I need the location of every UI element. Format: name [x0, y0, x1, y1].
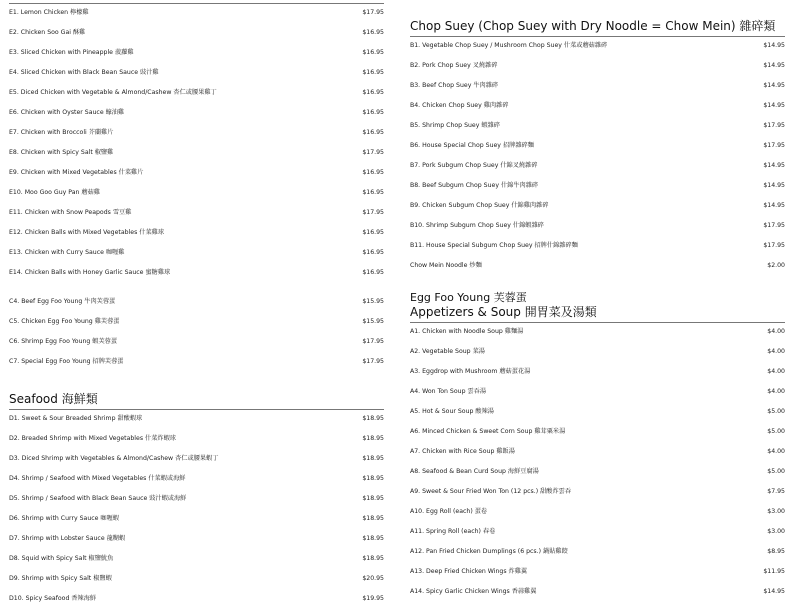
menu-item-price: $18.95 — [362, 495, 384, 502]
menu-item-name: D3. Diced Shrimp with Vegetables & Almond/Cashew 杏仁或腰果蝦丁 — [9, 455, 219, 462]
menu-item-price: $7.95 — [767, 488, 785, 495]
menu-item — [410, 159, 785, 173]
menu-item — [9, 552, 384, 566]
menu-item — [9, 335, 384, 349]
menu-item-price: $14.95 — [763, 162, 785, 169]
menu-item-name: B2. Pork Chop Suey 叉燒雜碎 — [410, 62, 498, 69]
menu-item-name: D9. Shrimp with Spicy Salt 椒鹽蝦 — [9, 575, 112, 582]
menu-item — [9, 106, 384, 120]
menu-item-price: $17.95 — [763, 242, 785, 249]
menu-item-price: $17.95 — [362, 9, 384, 16]
menu-item — [9, 512, 384, 526]
menu-item — [9, 452, 384, 466]
menu-item — [410, 365, 785, 379]
menu-item-name: A5. Hot & Sour Soup 酸辣湯 — [410, 408, 494, 415]
menu-item-name: A10. Egg Roll (each) 蛋卷 — [410, 508, 488, 515]
menu-item-price: $16.95 — [362, 49, 384, 56]
menu-item-price: $3.00 — [767, 508, 785, 515]
menu-item-name: B3. Beef Chop Suey 牛肉雜碎 — [410, 82, 499, 89]
menu-item-price: $16.95 — [362, 189, 384, 196]
menu-item-name: E11. Chicken with Snow Peapods 雪豆雞 — [9, 209, 132, 216]
menu-item — [410, 99, 785, 113]
menu-item-name: D2. Breaded Shrimp with Mixed Vegetables 什菜炸蝦球 — [9, 435, 176, 442]
menu-item-name: C6. Shrimp Egg Foo Young 蝦芙蓉蛋 — [9, 338, 118, 345]
menu-item-price: $18.95 — [362, 435, 384, 442]
menu-item-name: B7. Pork Subgum Chop Suey 什錦叉燒雜碎 — [410, 162, 538, 169]
menu-item-price: $14.95 — [763, 588, 785, 595]
menu-item-price: $14.95 — [763, 182, 785, 189]
menu-item-price: $16.95 — [362, 69, 384, 76]
menu-item — [410, 525, 785, 539]
menu-item — [410, 545, 785, 559]
menu-item — [9, 206, 384, 220]
menu-item-name: A1. Chicken with Noodle Soup 雞麵湯 — [410, 328, 524, 335]
menu-item — [410, 445, 785, 459]
menu-item-price: $4.00 — [767, 348, 785, 355]
menu-item — [9, 166, 384, 180]
menu-item-name: B10. Shrimp Subgum Chop Suey 什錦蝦雜碎 — [410, 222, 544, 229]
menu-item-name: A3. Eggdrop with Mushroom 蘑菇蛋花湯 — [410, 368, 531, 375]
menu-item-price: $18.95 — [362, 555, 384, 562]
menu-item-name: A11. Spring Roll (each) 春卷 — [410, 528, 496, 535]
menu-item-price: $18.95 — [362, 515, 384, 522]
menu-item — [410, 565, 785, 579]
menu-item-name: D7. Shrimp with Lobster Sauce 龍糊蝦 — [9, 535, 126, 542]
menu-item — [410, 199, 785, 213]
seafood-rule — [9, 409, 384, 410]
menu-item-name: A14. Spicy Garlic Chicken Wings 香蒜雞翼 — [410, 588, 537, 595]
menu-item-price: $18.95 — [362, 535, 384, 542]
menu-item-name: D8. Squid with Spicy Salt 椒鹽魷魚 — [9, 555, 114, 562]
appetizers-title: Appetizers & Soup 開胃菜及湯類 — [410, 305, 597, 319]
menu-item-price: $18.95 — [362, 415, 384, 422]
menu-item-name: E10. Moo Goo Guy Pan 蘑菇雞 — [9, 189, 100, 196]
menu-item-price: $17.95 — [362, 149, 384, 156]
menu-item-name: D5. Shrimp / Seafood with Black Bean Sauce 豉汁蝦或海鮮 — [9, 495, 187, 502]
menu-item — [410, 465, 785, 479]
seafood-title: Seafood 海鮮類 — [9, 392, 98, 406]
menu-item-name: C7. Special Egg Foo Young 招牌芙蓉蛋 — [9, 358, 124, 365]
menu-item-price: $18.95 — [362, 475, 384, 482]
menu-item-name: E12. Chicken Balls with Mixed Vegetables 什菜雞球 — [9, 229, 165, 236]
menu-item-price: $17.95 — [362, 358, 384, 365]
menu-item — [410, 345, 785, 359]
menu-item — [410, 505, 785, 519]
menu-item-name: B8. Beef Subgum Chop Suey 什錦牛肉雜碎 — [410, 182, 539, 189]
appetizers-rule — [410, 322, 785, 323]
menu-item-price: $17.95 — [362, 338, 384, 345]
menu-item-price: $15.95 — [362, 298, 384, 305]
menu-item-price: $19.95 — [362, 595, 384, 602]
menu-item — [410, 179, 785, 193]
menu-item — [410, 119, 785, 133]
menu-item-name: E7. Chicken with Broccoli 芥蘭雞片 — [9, 129, 114, 136]
menu-item-name: A2. Vegetable Soup 菜湯 — [410, 348, 485, 355]
menu-item-price: $11.95 — [763, 568, 785, 575]
menu-item-name: A4. Won Ton Soup 雲吞湯 — [410, 388, 487, 395]
menu-item-name: B9. Chicken Subgum Chop Suey 什錦雞肉雜碎 — [410, 202, 549, 209]
menu-item — [9, 6, 384, 20]
menu-item — [410, 219, 785, 233]
menu-item-name: D4. Shrimp / Seafood with Mixed Vegetables 什菜蝦或海鮮 — [9, 475, 186, 482]
menu-item-price: $5.00 — [767, 468, 785, 475]
menu-item — [410, 585, 785, 599]
menu-item — [9, 226, 384, 240]
chicken-section-rule — [9, 3, 384, 4]
menu-item — [9, 532, 384, 546]
menu-item — [9, 146, 384, 160]
menu-item-price: $3.00 — [767, 528, 785, 535]
menu-item-name: E3. Sliced Chicken with Pineapple 菠蘿雞 — [9, 49, 134, 56]
menu-item-price: $17.95 — [763, 142, 785, 149]
menu-item — [410, 405, 785, 419]
menu-item-name: Chow Mein Noodle 炒麵 — [410, 262, 482, 269]
menu-item-price: $16.95 — [362, 109, 384, 116]
menu-item-name: A9. Sweet & Sour Fried Won Ton (12 pcs.) 甜酸炸雲吞 — [410, 488, 572, 495]
menu-item-name: E9. Chicken with Mixed Vegetables 什菜雞片 — [9, 169, 144, 176]
menu-item-price: $8.95 — [767, 548, 785, 555]
menu-item — [410, 259, 785, 273]
menu-item-price: $18.95 — [362, 455, 384, 462]
menu-item-price: $16.95 — [362, 89, 384, 96]
menu-item-name: E5. Diced Chicken with Vegetable & Almond/Cashew 杏仁或腰果雞丁 — [9, 89, 217, 96]
menu-item-price: $16.95 — [362, 229, 384, 236]
menu-item-name: B5. Shrimp Chop Suey 蝦雜碎 — [410, 122, 500, 129]
menu-item-price: $15.95 — [362, 318, 384, 325]
menu-item-price: $14.95 — [763, 62, 785, 69]
menu-item — [9, 572, 384, 586]
menu-item — [410, 325, 785, 339]
menu-item — [410, 239, 785, 253]
menu-item-price: $16.95 — [362, 269, 384, 276]
menu-item — [9, 126, 384, 140]
menu-item — [9, 246, 384, 260]
menu-item — [9, 412, 384, 426]
chop-suey-title: Chop Suey (Chop Suey with Dry Noodle = Chow Mein) 雜碎類 — [410, 19, 776, 33]
menu-item-name: D10. Spicy Seafood 香辣海鮮 — [9, 595, 97, 602]
menu-item — [410, 485, 785, 499]
menu-item — [9, 66, 384, 80]
menu-item-name: A8. Seafood & Bean Curd Soup 海鮮豆腐湯 — [410, 468, 539, 475]
menu-item-name: E1. Lemon Chicken 檸檬雞 — [9, 9, 89, 16]
menu-item-name: B11. House Special Subgum Chop Suey 招牌什錦雜碎麵 — [410, 242, 578, 249]
menu-item-name: E6. Chicken with Oyster Sauce 蠔油雞 — [9, 109, 125, 116]
menu-item — [9, 315, 384, 329]
menu-item-price: $17.95 — [763, 222, 785, 229]
menu-item — [9, 26, 384, 40]
menu-item — [9, 266, 384, 280]
menu-item — [9, 492, 384, 506]
menu-item — [9, 432, 384, 446]
menu-item-name: B1. Vegetable Chop Suey / Mushroom Chop Suey 什菜或蘑菇雜碎 — [410, 42, 608, 49]
menu-item — [9, 295, 384, 309]
menu-item-price: $14.95 — [763, 42, 785, 49]
menu-item-price: $4.00 — [767, 388, 785, 395]
menu-item — [410, 39, 785, 53]
menu-item-name: A13. Deep Fried Chicken Wings 炸雞翼 — [410, 568, 528, 575]
menu-item — [9, 186, 384, 200]
menu-item — [410, 385, 785, 399]
egg-foo-young-heading-partial: Egg Foo Young 芙蓉蛋 — [410, 291, 527, 304]
menu-item — [410, 425, 785, 439]
menu-item-name: A7. Chicken with Rice Soup 雞飯湯 — [410, 448, 515, 455]
menu-item-name: D1. Sweet & Sour Breaded Shrimp 甜酸蝦球 — [9, 415, 143, 422]
menu-item-name: B4. Chicken Chop Suey 雞肉雜碎 — [410, 102, 509, 109]
menu-item-price: $14.95 — [763, 102, 785, 109]
menu-item-price: $14.95 — [763, 82, 785, 89]
menu-item-price: $4.00 — [767, 328, 785, 335]
menu-item-name: E4. Sliced Chicken with Black Bean Sauce 豉汁雞 — [9, 69, 159, 76]
menu-item-price: $16.95 — [362, 129, 384, 136]
menu-item-name: A12. Pan Fried Chicken Dumplings (6 pcs.) 鍋貼雞餃 — [410, 548, 568, 555]
chop-suey-rule — [410, 36, 785, 37]
menu-item-price: $16.95 — [362, 249, 384, 256]
menu-item-name: C5. Chicken Egg Foo Young 雞芙蓉蛋 — [9, 318, 120, 325]
menu-item-price: $17.95 — [362, 209, 384, 216]
menu-item — [9, 46, 384, 60]
menu-item — [9, 472, 384, 486]
menu-item — [410, 79, 785, 93]
menu-item — [410, 59, 785, 73]
menu-item — [9, 86, 384, 100]
menu-item-price: $4.00 — [767, 448, 785, 455]
menu-item-price: $16.95 — [362, 169, 384, 176]
menu-item-name: B6. House Special Chop Suey 招牌雜碎麵 — [410, 142, 534, 149]
menu-item-name: C4. Beef Egg Foo Young 牛肉芙蓉蛋 — [9, 298, 116, 305]
menu-item-name: E13. Chicken with Curry Sauce 咖喱雞 — [9, 249, 125, 256]
menu-item-price: $4.00 — [767, 368, 785, 375]
menu-item-price: $16.95 — [362, 29, 384, 36]
menu-item-name: E2. Chicken Soo Gai 酥雞 — [9, 29, 86, 36]
menu-item-name: D6. Shrimp with Curry Sauce 咖喱蝦 — [9, 515, 119, 522]
menu-item-price: $17.95 — [763, 122, 785, 129]
menu-item-price: $5.00 — [767, 408, 785, 415]
menu-item-price: $14.95 — [763, 202, 785, 209]
menu-item — [9, 592, 384, 606]
menu-item-price: $5.00 — [767, 428, 785, 435]
menu-item-price: $20.95 — [362, 575, 384, 582]
menu-item-name: E8. Chicken with Spicy Salt 椒鹽雞 — [9, 149, 114, 156]
menu-item-name: E14. Chicken Balls with Honey Garlic Sauce 蜜糖雞球 — [9, 269, 171, 276]
menu-item — [410, 139, 785, 153]
menu-item-price: $2.00 — [767, 262, 785, 269]
menu-item — [9, 355, 384, 369]
menu-item-name: A6. Minced Chicken & Sweet Corn Soup 雞茸粟米湯 — [410, 428, 566, 435]
